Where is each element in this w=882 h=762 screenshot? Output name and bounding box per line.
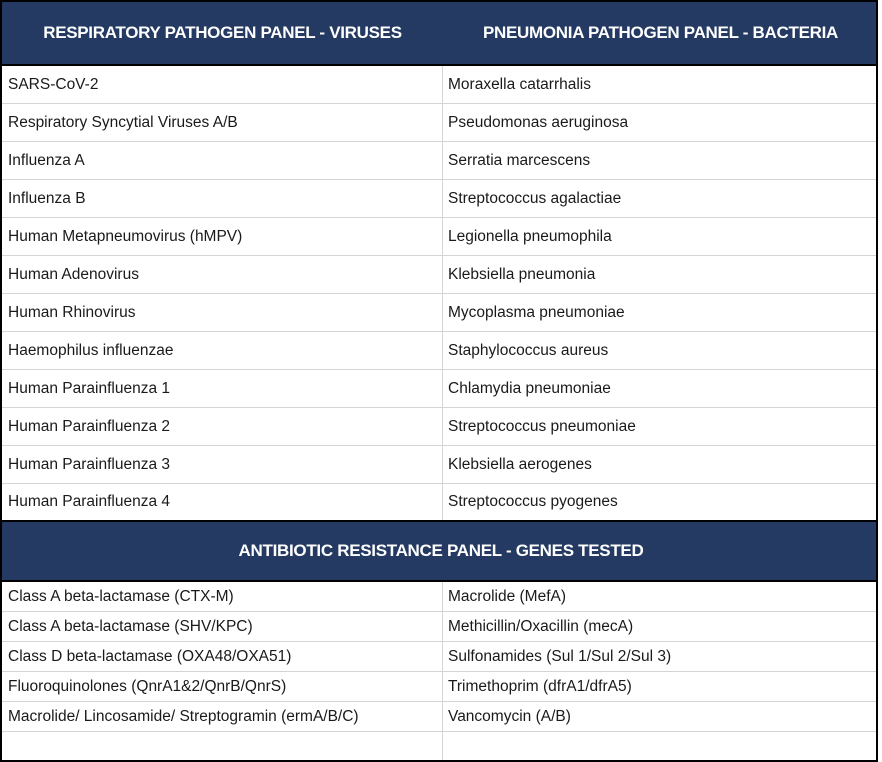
bacteria-cell[interactable]: Klebsiella aerogenes	[448, 455, 592, 473]
bacteria-cell[interactable]: Moraxella catarrhalis	[448, 75, 591, 93]
bacteria-cell[interactable]: Streptococcus pyogenes	[448, 493, 618, 510]
table-row	[2, 256, 876, 294]
gene-cell[interactable]: Fluoroquinolones (QnrA1&2/QnrB/QnrS)	[2, 672, 443, 701]
bacteria-cell[interactable]: Pseudomonas aeruginosa	[448, 113, 629, 131]
virus-cell[interactable]: Human Parainfluenza 2	[2, 408, 443, 445]
virus-cell[interactable]: Influenza A	[2, 142, 443, 179]
virus-cell[interactable]: Human Parainfluenza 4	[2, 484, 443, 520]
bacteria-cell[interactable]: Legionella pneumophila	[448, 227, 612, 245]
table-row	[2, 672, 876, 702]
table-row	[2, 332, 876, 370]
table-row	[2, 294, 876, 332]
table-row	[2, 142, 876, 180]
bacteria-cell[interactable]: Streptococcus agalactiae	[448, 189, 622, 207]
table-row	[2, 612, 876, 642]
bacteria-cell[interactable]: Mycoplasma pneumoniae	[448, 303, 625, 321]
virus-cell[interactable]: Human Rhinovirus	[2, 294, 443, 331]
gene-cell[interactable]: Vancomycin (A/B)	[448, 707, 571, 725]
bacteria-cell[interactable]: Streptococcus pneumoniae	[448, 417, 636, 435]
table-row	[2, 408, 876, 446]
table-row	[2, 732, 876, 760]
virus-cell[interactable]: Human Parainfluenza 1	[2, 370, 443, 407]
table-row	[2, 218, 876, 256]
gene-cell[interactable]: Sulfonamides (Sul 1/Sul 2/Sul 3)	[448, 647, 672, 665]
bacteria-cell[interactable]: Staphylococcus aureus	[448, 341, 609, 359]
gene-cell[interactable]: Class A beta-lactamase (SHV/KPC)	[2, 612, 443, 641]
gene-cell[interactable]: Macrolide (MefA)	[448, 587, 566, 605]
virus-cell[interactable]: Influenza B	[2, 180, 443, 217]
table-row	[2, 180, 876, 218]
virus-cell[interactable]: Respiratory Syncytial Viruses A/B	[2, 104, 443, 141]
table-row	[2, 582, 876, 612]
table-row	[2, 484, 876, 520]
viruses-header: RESPIRATORY PATHOGEN PANEL - VIRUSES	[43, 23, 402, 42]
gene-cell[interactable]	[2, 732, 443, 760]
bottom-table-header	[0, 520, 878, 582]
bacteria-cell[interactable]: Klebsiella pneumonia	[448, 265, 596, 283]
virus-cell[interactable]: SARS-CoV-2	[2, 66, 443, 103]
antibiotic-resistance-header: ANTIBIOTIC RESISTANCE PANEL - GENES TESTED	[238, 541, 644, 560]
table-row	[2, 66, 876, 104]
gene-cell[interactable]	[443, 732, 878, 760]
table-row	[2, 702, 876, 732]
gene-cell[interactable]: Class A beta-lactamase (CTX-M)	[2, 582, 443, 611]
top-table-header	[0, 0, 878, 66]
gene-cell[interactable]: Methicillin/Oxacillin (mecA)	[448, 617, 634, 635]
bacteria-header: PNEUMONIA PATHOGEN PANEL - BACTERIA	[482, 23, 838, 42]
table-row	[2, 104, 876, 142]
bacteria-cell[interactable]: Chlamydia pneumoniae	[448, 379, 611, 397]
gene-cell[interactable]: Class D beta-lactamase (OXA48/OXA51)	[2, 642, 443, 671]
table-row	[2, 370, 876, 408]
table-row	[2, 642, 876, 672]
bottom-table-body	[0, 582, 878, 762]
gene-cell[interactable]: Macrolide/ Lincosamide/ Streptogramin (ermA/B/C)	[2, 702, 443, 731]
virus-cell[interactable]: Haemophilus influenzae	[2, 332, 443, 369]
bacteria-cell[interactable]: Serratia marcescens	[448, 151, 591, 169]
virus-cell[interactable]: Human Adenovirus	[2, 256, 443, 293]
table-row	[2, 446, 876, 484]
virus-cell[interactable]: Human Metapneumovirus (hMPV)	[2, 218, 443, 255]
top-table-body	[0, 66, 878, 520]
virus-cell[interactable]: Human Parainfluenza 3	[2, 446, 443, 483]
gene-cell[interactable]: Trimethoprim (dfrA1/dfrA5)	[448, 677, 632, 695]
